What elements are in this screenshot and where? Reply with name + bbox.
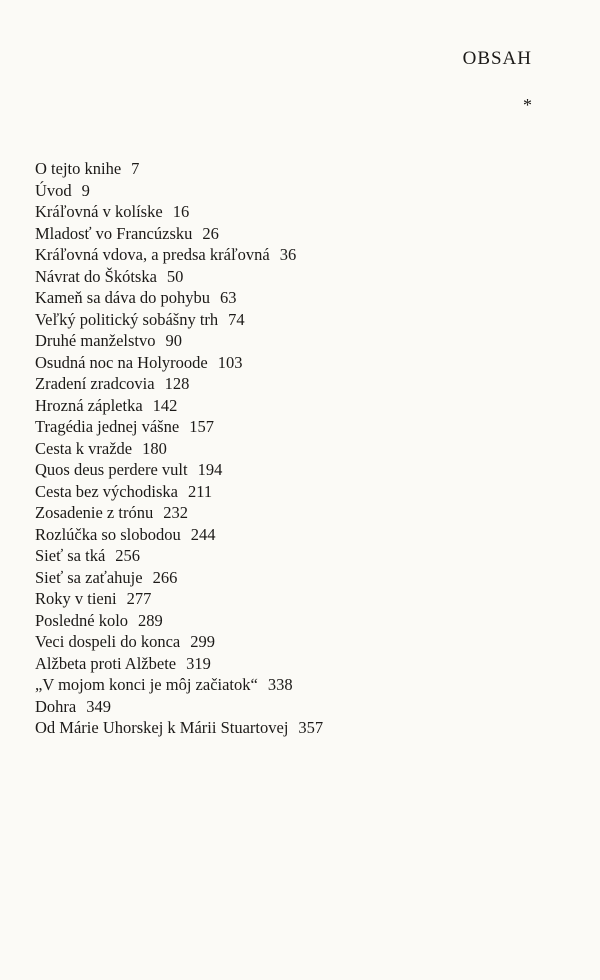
toc-entry <box>35 567 323 589</box>
toc-entry-page: 16 <box>172 202 190 221</box>
toc-entry <box>35 352 323 374</box>
toc-entry-page: 256 <box>115 546 141 565</box>
toc-entry-title: Kráľovná v kolíske <box>35 202 163 221</box>
toc-entry-title: Sieť sa zaťahuje <box>35 567 143 587</box>
toc-entry <box>35 180 323 202</box>
toc-entry-page: 36 <box>279 245 297 264</box>
toc-entry-page: 63 <box>220 288 237 307</box>
toc-entry-page: 289 <box>138 610 163 630</box>
toc-entry-title: Alžbeta proti Alžbete <box>35 653 177 673</box>
toc-entry-page: 128 <box>164 374 190 393</box>
toc-entry-page: 26 <box>202 223 219 243</box>
toc-entry-title: Veľký politický sobášny trh <box>35 309 219 329</box>
toc-entry <box>35 502 323 524</box>
toc-entry-title: Zosadenie z trónu <box>35 503 154 522</box>
toc-entry-title: Od Márie Uhorskej k Márii Stuartovej <box>35 718 289 737</box>
toc-entry-title: Tragédia jednej vášne <box>35 417 180 436</box>
toc-entry-page: 103 <box>217 352 243 372</box>
toc-entry <box>35 717 323 739</box>
toc-entry <box>35 330 323 352</box>
toc-entry-page: 194 <box>197 460 223 479</box>
toc-entry-page: 349 <box>86 696 111 716</box>
toc-entry <box>35 266 323 288</box>
toc-entry-page: 9 <box>81 180 90 200</box>
page-title: OBSAH <box>462 48 532 69</box>
toc-entry <box>35 524 323 546</box>
toc-entry-page: 277 <box>126 589 152 608</box>
toc-entry-title: Druhé manželstvo <box>35 331 156 350</box>
toc-entry <box>35 545 323 567</box>
toc-entry <box>35 373 323 395</box>
toc-entry <box>35 395 323 417</box>
toc-entry-title: Zradení zradcovia <box>35 374 155 393</box>
toc-entry-title: Sieť sa tká <box>35 546 106 565</box>
toc-entry <box>35 416 323 438</box>
toc-entry-title: Dohra <box>35 696 77 716</box>
toc-entry-page: 74 <box>228 309 245 329</box>
toc-entry-title: Cesta k vražde <box>35 438 133 458</box>
toc-entry <box>35 309 323 331</box>
toc-entry <box>35 201 323 223</box>
toc-entry-page: 211 <box>187 481 213 501</box>
toc-entry-page: 299 <box>190 632 216 651</box>
toc-entry-title: Mladosť vo Francúzsku <box>35 223 193 243</box>
toc-entry-title: Posledné kolo <box>35 610 129 630</box>
toc-entry <box>35 610 323 632</box>
toc-entry-page: 266 <box>152 567 178 587</box>
toc-entry-title: Cesta bez východiska <box>35 481 178 501</box>
toc-entry <box>35 481 323 503</box>
toc-entry <box>35 223 323 245</box>
toc-entry <box>35 438 323 460</box>
toc-entry-page: 142 <box>152 395 178 415</box>
toc-entry-page: 180 <box>142 438 167 458</box>
toc-entry-page: 157 <box>189 417 214 436</box>
toc-entry-title: Hrozná zápletka <box>35 395 143 415</box>
toc-entry <box>35 588 323 610</box>
toc-entry-title: Osudná noc na Holyroode <box>35 352 208 372</box>
toc-entry-page: 338 <box>267 675 293 694</box>
toc-entry-title: Roky v tieni <box>35 589 117 608</box>
toc-entry <box>35 631 323 653</box>
toc-entry-title: Kráľovná vdova, a predsa kráľovná <box>35 245 270 264</box>
toc-entry-title: Kameň sa dáva do pohybu <box>35 288 211 307</box>
toc-entry-title: Quos deus perdere vult <box>35 460 188 479</box>
toc-entry <box>35 696 323 718</box>
asterisk-ornament: * <box>523 95 532 115</box>
toc-entry-page: 357 <box>298 718 324 737</box>
toc-entry <box>35 653 323 675</box>
toc-entry <box>35 158 323 180</box>
table-of-contents <box>35 158 323 739</box>
toc-entry-title: Rozlúčka so slobodou <box>35 524 181 544</box>
toc-entry-title: „V mojom konci je môj začiatok“ <box>35 675 258 694</box>
toc-entry-page: 90 <box>165 331 183 350</box>
toc-entry-title: Veci dospeli do konca <box>35 632 181 651</box>
toc-entry-title: Úvod <box>35 180 72 200</box>
toc-entry-page: 319 <box>186 653 211 673</box>
toc-entry-page: 50 <box>166 266 184 286</box>
toc-entry <box>35 674 323 696</box>
toc-entry-page: 244 <box>190 524 216 544</box>
toc-entry <box>35 287 323 309</box>
toc-entry-title: Návrat do Škótska <box>35 266 157 286</box>
toc-entry-title: O tejto knihe <box>35 159 122 178</box>
toc-entry <box>35 244 323 266</box>
toc-entry-page: 232 <box>163 503 188 522</box>
toc-entry <box>35 459 323 481</box>
toc-entry-page: 7 <box>131 159 140 178</box>
